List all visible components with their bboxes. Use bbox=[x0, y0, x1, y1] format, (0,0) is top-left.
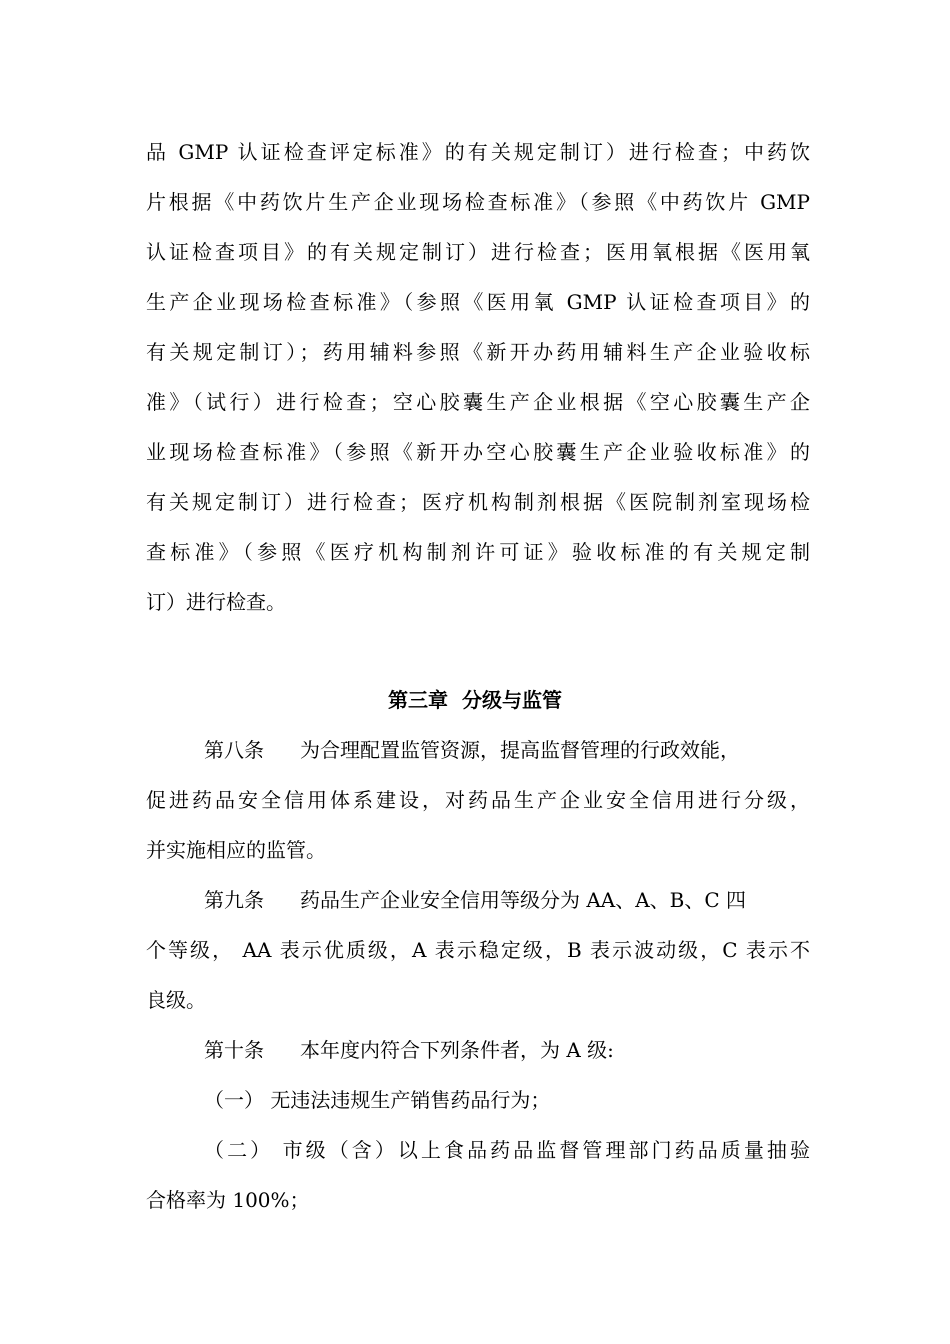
paragraph-line: 准》（试行）进行检查；空心胶囊生产企业根据《空心胶囊生产企 bbox=[146, 390, 810, 414]
article-8-label: 第八条 bbox=[204, 738, 264, 762]
article-10-label: 第十条 bbox=[204, 1038, 264, 1062]
article-8-first-line bbox=[204, 736, 810, 764]
list-item: （一） 无违法违规生产销售药品行为； bbox=[204, 1088, 551, 1112]
article-9-label: 第九条 bbox=[204, 888, 264, 912]
paragraph-line: 并实施相应的监管。 bbox=[146, 838, 326, 862]
paragraph-line: 有关规定制订）进行检查；医疗机构制剂根据《医院制剂室现场检 bbox=[146, 490, 810, 514]
list-item-continuation: 合格率为 100%； bbox=[146, 1188, 310, 1212]
article-8-text: 为合理配置监管资源，提高监督管理的行政效能， bbox=[300, 738, 740, 762]
paragraph-line: 片根据《中药饮片生产企业现场检查标准》（参照《中药饮片 GMP bbox=[146, 190, 810, 214]
paragraph-line: 生产企业现场检查标准》（参照《医用氧 GMP 认证检查项目》的 bbox=[146, 290, 810, 314]
list-item: （二） 市级（含）以上食品药品监督管理部门药品质量抽验 bbox=[204, 1138, 810, 1162]
article-10-first-line bbox=[204, 1036, 810, 1064]
paragraph-line: 促进药品安全信用体系建设，对药品生产企业安全信用进行分级， bbox=[146, 788, 810, 812]
paragraph-line: 查标准》（参照《医疗机构制剂许可证》验收标准的有关规定制 bbox=[146, 540, 810, 564]
paragraph-line: 订）进行检查。 bbox=[146, 590, 286, 614]
paragraph-line: 个等级， AA 表示优质级，A 表示稳定级，B 表示波动级，C 表示不 bbox=[146, 938, 810, 962]
paragraph-line: 品 GMP 认证检查评定标准》的有关规定制订）进行检查；中药饮 bbox=[146, 140, 810, 164]
chapter-heading: 第三章 分级与监管 bbox=[388, 688, 562, 712]
paragraph-line: 业现场检查标准》（参照《新开办空心胶囊生产企业验收标准》的 bbox=[146, 440, 810, 464]
paragraph-line: 有关规定制订）；药用辅料参照《新开办药用辅料生产企业验收标 bbox=[146, 340, 810, 364]
article-9-text: 药品生产企业安全信用等级分为 AA、A、B、C 四 bbox=[300, 888, 747, 912]
article-10-text: 本年度内符合下列条件者，为 A 级: bbox=[300, 1038, 614, 1062]
article-9-first-line bbox=[204, 886, 810, 914]
paragraph-line: 认证检查项目》的有关规定制订）进行检查；医用氧根据《医用氧 bbox=[146, 240, 810, 264]
paragraph-line: 良级。 bbox=[146, 988, 206, 1012]
